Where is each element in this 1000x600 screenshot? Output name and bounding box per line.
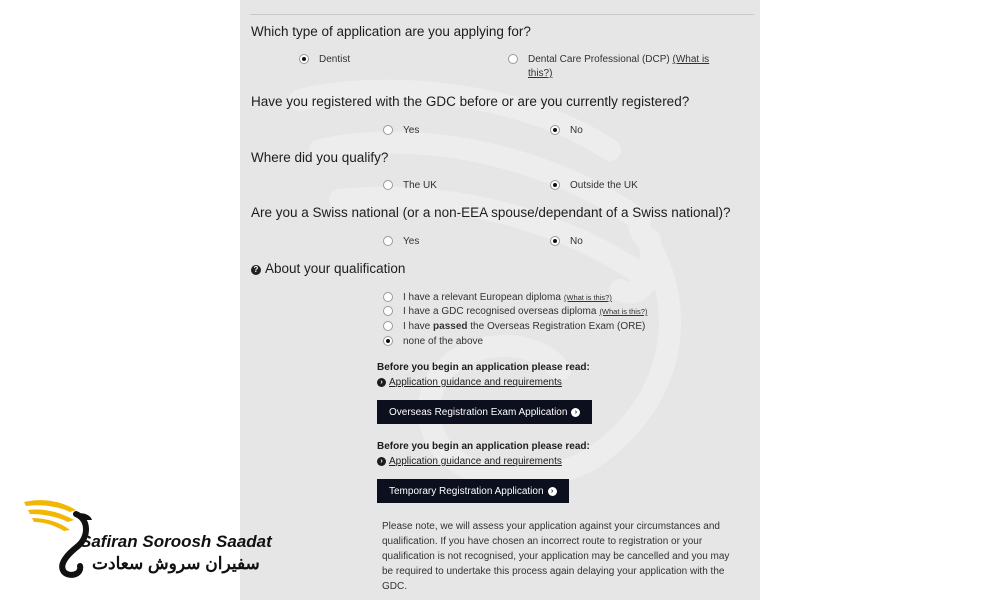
what-is-this-link-overseas[interactable]: (What is this?) [599, 307, 648, 316]
radio-passed-ore[interactable] [383, 321, 393, 331]
option-label-bold: passed [433, 321, 468, 332]
guidance-link-text[interactable]: Application guidance and requirements [389, 377, 562, 388]
option-label: No [570, 236, 583, 247]
guidance-link-text[interactable]: Application guidance and requirements [389, 456, 562, 467]
divider [250, 14, 754, 15]
option-label: The UK [403, 180, 437, 191]
option-qualify-uk[interactable] [383, 179, 437, 193]
qualification-heading [251, 261, 405, 276]
before-begin-label: Before you begin an application please read: [377, 362, 590, 373]
temporary-registration-label: Temporary Registration Application [389, 485, 544, 497]
option-registered-no[interactable] [550, 124, 583, 138]
option-label-pre: I have [403, 321, 431, 332]
option-dentist[interactable] [299, 53, 350, 67]
option-label: I have a GDC recognised overseas diploma [403, 306, 597, 317]
option-passed-ore[interactable] [383, 320, 645, 334]
arrow-circle-right-icon: › [377, 457, 386, 466]
option-label: Outside the UK [570, 180, 638, 191]
option-label: Dentist [319, 54, 351, 65]
qualification-heading-text: About your qualification [265, 261, 406, 276]
arrow-circle-right-icon: › [377, 378, 386, 387]
option-label: Dental Care Professional (DCP) [528, 54, 670, 65]
option-label: Yes [403, 236, 420, 247]
option-qualify-outside[interactable] [550, 179, 638, 193]
logo-name-fa: سفیران سروش سعادت [92, 554, 260, 573]
question-registered: Have you registered with the GDC before or are you currently registered? [251, 94, 690, 109]
radio-qualify-outside[interactable] [550, 180, 560, 190]
option-dcp[interactable] [508, 53, 728, 81]
option-swiss-no[interactable] [550, 235, 583, 249]
option-label-post: the Overseas Registration Exam (ORE) [470, 321, 646, 332]
radio-swiss-yes[interactable] [383, 236, 393, 246]
radio-dentist[interactable] [299, 54, 309, 64]
company-logo [20, 494, 290, 578]
guidance-link[interactable] [377, 377, 562, 388]
radio-overseas-diploma[interactable] [383, 306, 393, 316]
temporary-registration-button[interactable] [377, 479, 569, 503]
radio-registered-no[interactable] [550, 125, 560, 135]
question-qualify: Where did you qualify? [251, 150, 389, 165]
ore-application-button[interactable] [377, 400, 592, 424]
option-label: none of the above [403, 336, 484, 347]
what-is-this-link-dcp[interactable]: (What is this?) [528, 54, 710, 79]
radio-european-diploma[interactable] [383, 292, 393, 302]
radio-registered-yes[interactable] [383, 125, 393, 135]
application-form-panel [240, 0, 760, 600]
option-registered-yes[interactable] [383, 124, 419, 138]
guidance-link[interactable] [377, 456, 562, 467]
question-application-type: Which type of application are you applying for? [251, 24, 531, 39]
logo-name-en: Safiran Soroosh Saadat [80, 532, 272, 551]
what-is-this-link-european[interactable]: (What is this?) [563, 293, 612, 302]
before-begin-label: Before you begin an application please read: [377, 441, 590, 452]
arrow-circle-right-icon: › [571, 408, 580, 417]
ore-application-label: Overseas Registration Exam Application [389, 406, 568, 418]
option-label: No [570, 125, 583, 136]
option-european-diploma[interactable] [383, 291, 612, 305]
question-circle-icon[interactable]: ? [251, 265, 261, 275]
option-overseas-diploma[interactable] [383, 305, 647, 319]
assessment-note: Please note, we will assess your application against your circumstances and qualification. If you have chosen an incorrect route to registration or your qualification is not recognised, your application may be cancelled and you may be required to undertake this process again delaying your application with the GDC. [382, 521, 730, 592]
option-label: I have a relevant European diploma [403, 292, 561, 303]
option-none[interactable] [383, 335, 483, 349]
radio-none[interactable] [383, 336, 393, 346]
option-label: Yes [403, 125, 420, 136]
question-swiss: Are you a Swiss national (or a non-EEA spouse/dependant of a Swiss national)? [251, 205, 731, 220]
radio-dcp[interactable] [508, 54, 518, 64]
radio-qualify-uk[interactable] [383, 180, 393, 190]
option-swiss-yes[interactable] [383, 235, 419, 249]
radio-swiss-no[interactable] [550, 236, 560, 246]
arrow-circle-right-icon: › [548, 487, 557, 496]
